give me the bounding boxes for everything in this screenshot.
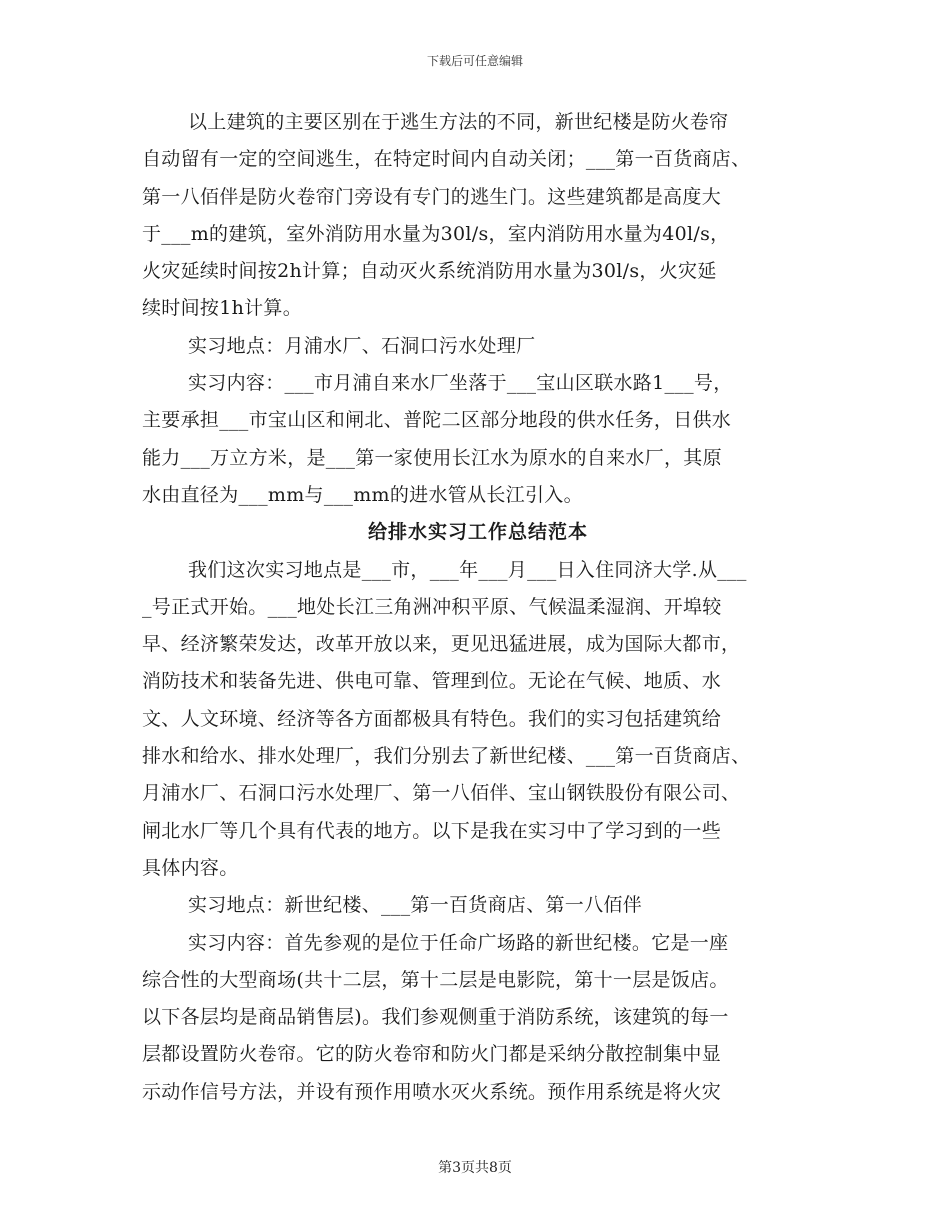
text-line: 火灾延续时间按2h计算；自动灭火系统消防用水量为30l/s，火灾延 (142, 260, 717, 283)
text-line: 消防技术和装备先进、供电可靠、管理到位。无论在气候、地质、水 (142, 670, 722, 693)
text-line: 闸北水厂等几个具有代表的地方。以下是我在实习中了学习到的一些 (142, 819, 722, 842)
text-line: 主要承担___市宝山区和闸北、普陀二区部分地段的供水任务，日供水 (142, 409, 732, 432)
text-line: 月浦水厂、石洞口污水处理厂、第一八佰伴、宝山钢铁股份有限公司、 (142, 782, 741, 805)
text-line: 以下各层均是商品销售层)。我们参观侧重于消防系统，该建筑的每一 (142, 1006, 729, 1029)
text-line: 我们这次实习地点是___市，___年___月___日入住同济大学.从___ (188, 558, 747, 581)
text-line: 以上建筑的主要区别在于逃生方法的不同，新世纪楼是防火卷帘 (188, 111, 729, 133)
text-line: 综合性的大型商场(共十二层，第十二层是电影院，第十一层是饭店。 (142, 968, 729, 991)
text-line: 实习内容：首先参观的是位于任命广场路的新世纪楼。它是一座 (188, 931, 729, 954)
text-line: 具体内容。 (142, 856, 239, 879)
text-line: 实习地点：月浦水厂、石洞口污水处理厂 (188, 334, 536, 357)
text-line: 实习内容：___市月浦自来水厂坐落于___宝山区联水路1___号， (188, 372, 733, 395)
text-line: 自动留有一定的空间逃生，在特定时间内自动关闭；___第一百货商店、 (142, 148, 751, 171)
text-line: 文、人文环境、经济等各方面都极具有特色。我们的实习包括建筑给 (142, 707, 722, 730)
text-line: 能力___万立方米，是___第一家使用长江水为原水的自来水厂，其原 (142, 446, 722, 469)
text-line: 排水和给水、排水处理厂，我们分别去了新世纪楼、___第一百货商店、 (142, 745, 751, 768)
text-line: 早、经济繁荣发达，改革开放以来，更见迅猛进展，成为国际大都市， (142, 633, 741, 656)
text-line: 于___m的建筑，室外消防用水量为30l/s，室内消防用水量为40l/s， (142, 222, 730, 245)
page-footer: 第3页共8页 (438, 1160, 512, 1176)
text-line: 层都设置防火卷帘。它的防火卷帘和防火门都是采纳分散控制集中显 (142, 1043, 722, 1066)
text-line: 第一八佰伴是防火卷帘门旁设有专门的逃生门。这些建筑都是高度大 (142, 185, 722, 208)
page-header: 下载后可任意编辑 (426, 54, 523, 68)
text-line: 水由直径为___mm与___mm的进水管从长江引入。 (142, 483, 583, 506)
text-line: _号正式开始。___地处长江三角洲冲积平原、气候温柔湿润、开埠较 (142, 595, 722, 618)
section-title: 给排水实习工作总结范本 (367, 521, 588, 544)
text-line: 实习地点：新世纪楼、___第一百货商店、第一八佰伴 (188, 894, 643, 917)
text-line: 续时间按1h计算。 (142, 297, 303, 320)
document-body (142, 104, 814, 1111)
text-line: 示动作信号方法，并设有预作用喷水灭火系统。预作用系统是将火灾 (142, 1080, 722, 1103)
